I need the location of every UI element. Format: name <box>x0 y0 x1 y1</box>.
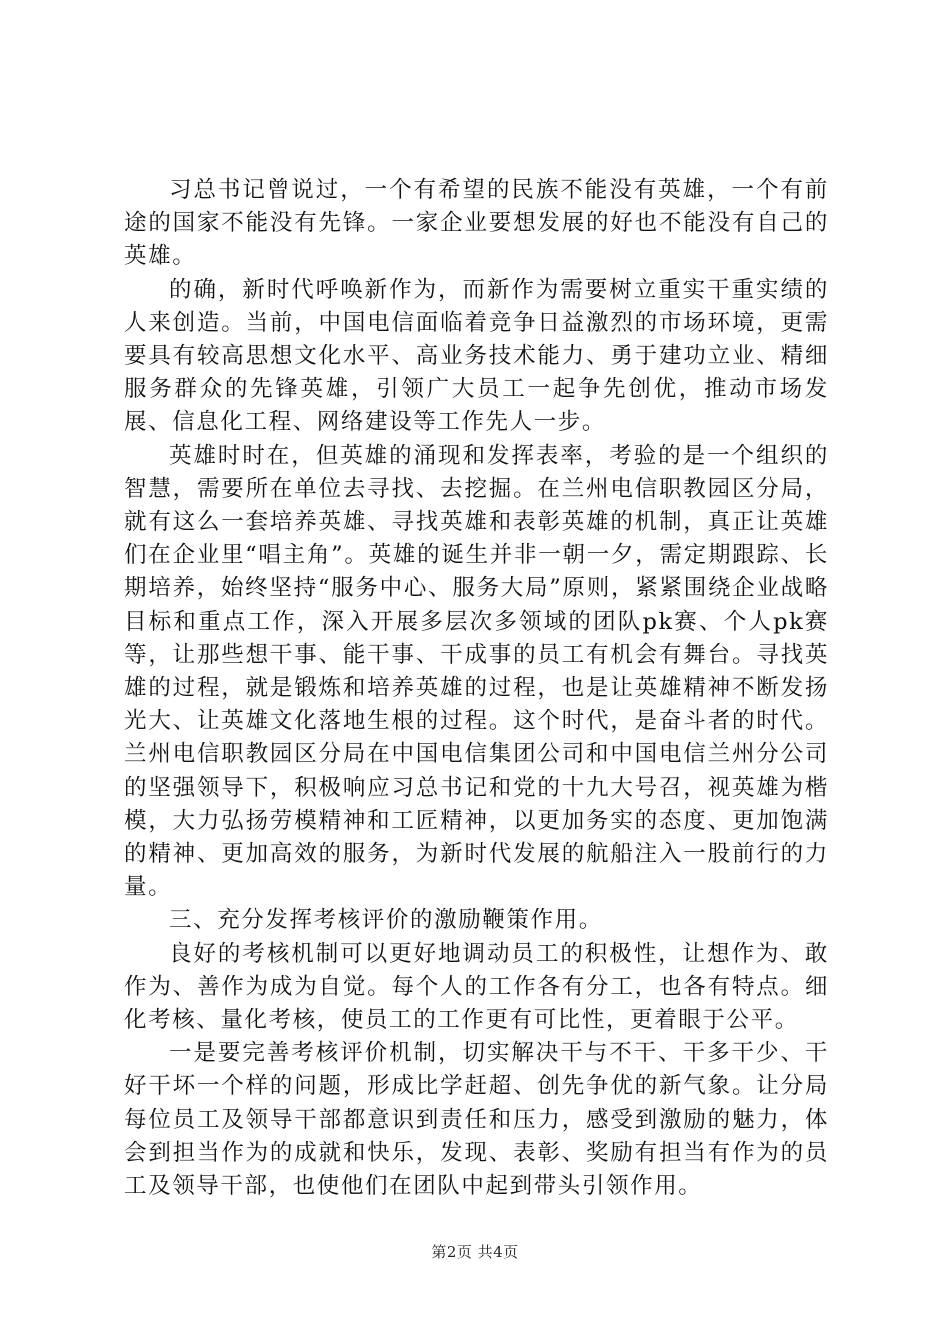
section-heading: 三、充分发挥考核评价的激励鞭策作用。 <box>169 907 603 934</box>
body-paragraph: 的确，新时代呼唤新作为，而新作为需要树立重实干重实绩的人来创造。当前，中国电信面临着竞争日益激烈的市场环境，更需要具有较高思想文化水平、高业务技术能力、勇于建功立业、精细服务群众的先锋英雄，引领广大员工一起争先创优，推动市场发展、信息化工程、网络建设等工作先人一步。 <box>124 276 829 436</box>
body-paragraph: 习总书记曾说过，一个有希望的民族不能没有英雄，一个有前途的国家不能没有先锋。一家企业要想发展的好也不能没有自己的英雄。 <box>124 177 829 270</box>
body-paragraph: 一是要完善考核评价机制，切实解决干与不干、干多干少、干好干坏一个样的问题，形成比学赶超、创先争优的新气象。让分局每位员工及领导干部都意识到责任和压力，感受到激励的魅力，体会到担当作为的成就和快乐，发现、表彰、奖励有担当有作为的员工及领导干部，也使他们在团队中起到带头引领作用。 <box>124 1040 829 1200</box>
document-body <box>124 174 829 1203</box>
body-paragraph: 良好的考核机制可以更好地调动员工的积极性，让想作为、敢作为、善作为成为自觉。每个人的工作各有分工，也各有特点。细化考核、量化考核，使员工的工作更有可比性，更着眼于公平。 <box>124 940 829 1034</box>
page-number-footer: 第2页 共4页 <box>431 1243 519 1261</box>
body-paragraph: 英雄时时在，但英雄的涌现和发挥表率，考验的是一个组织的智慧，需要所在单位去寻找、去挖掘。在兰州电信职教园区分局，就有这么一套培养英雄、寻找英雄和表彰英雄的机制，真正让英雄们在企业里“唱主角”。英雄的诞生并非一朝一夕，需定期跟踪、长期培养，始终坚持“服务中心、服务大局”原则，紧紧围绕企业战略目标和重点工作，深入开展多层次多领域的团队pk赛、个人pk赛等，让那些想干事、能干事、干成事的员工有机会有舞台。寻找英雄的过程，就是锻炼和培养英雄的过程，也是让英雄精神不断发扬光大、让英雄文化落地生根的过程。这个时代，是奋斗者的时代。兰州电信职教园区分局在中国电信集团公司和中国电信兰州分公司的坚强领导下，积极响应习总书记和党的十九大号召，视英雄为楷模，大力弘扬劳模精神和工匠精神，以更加务实的态度、更加饱满的精神、更加高效的服务，为新时代发展的航船注入一股前行的力量。 <box>124 442 829 901</box>
